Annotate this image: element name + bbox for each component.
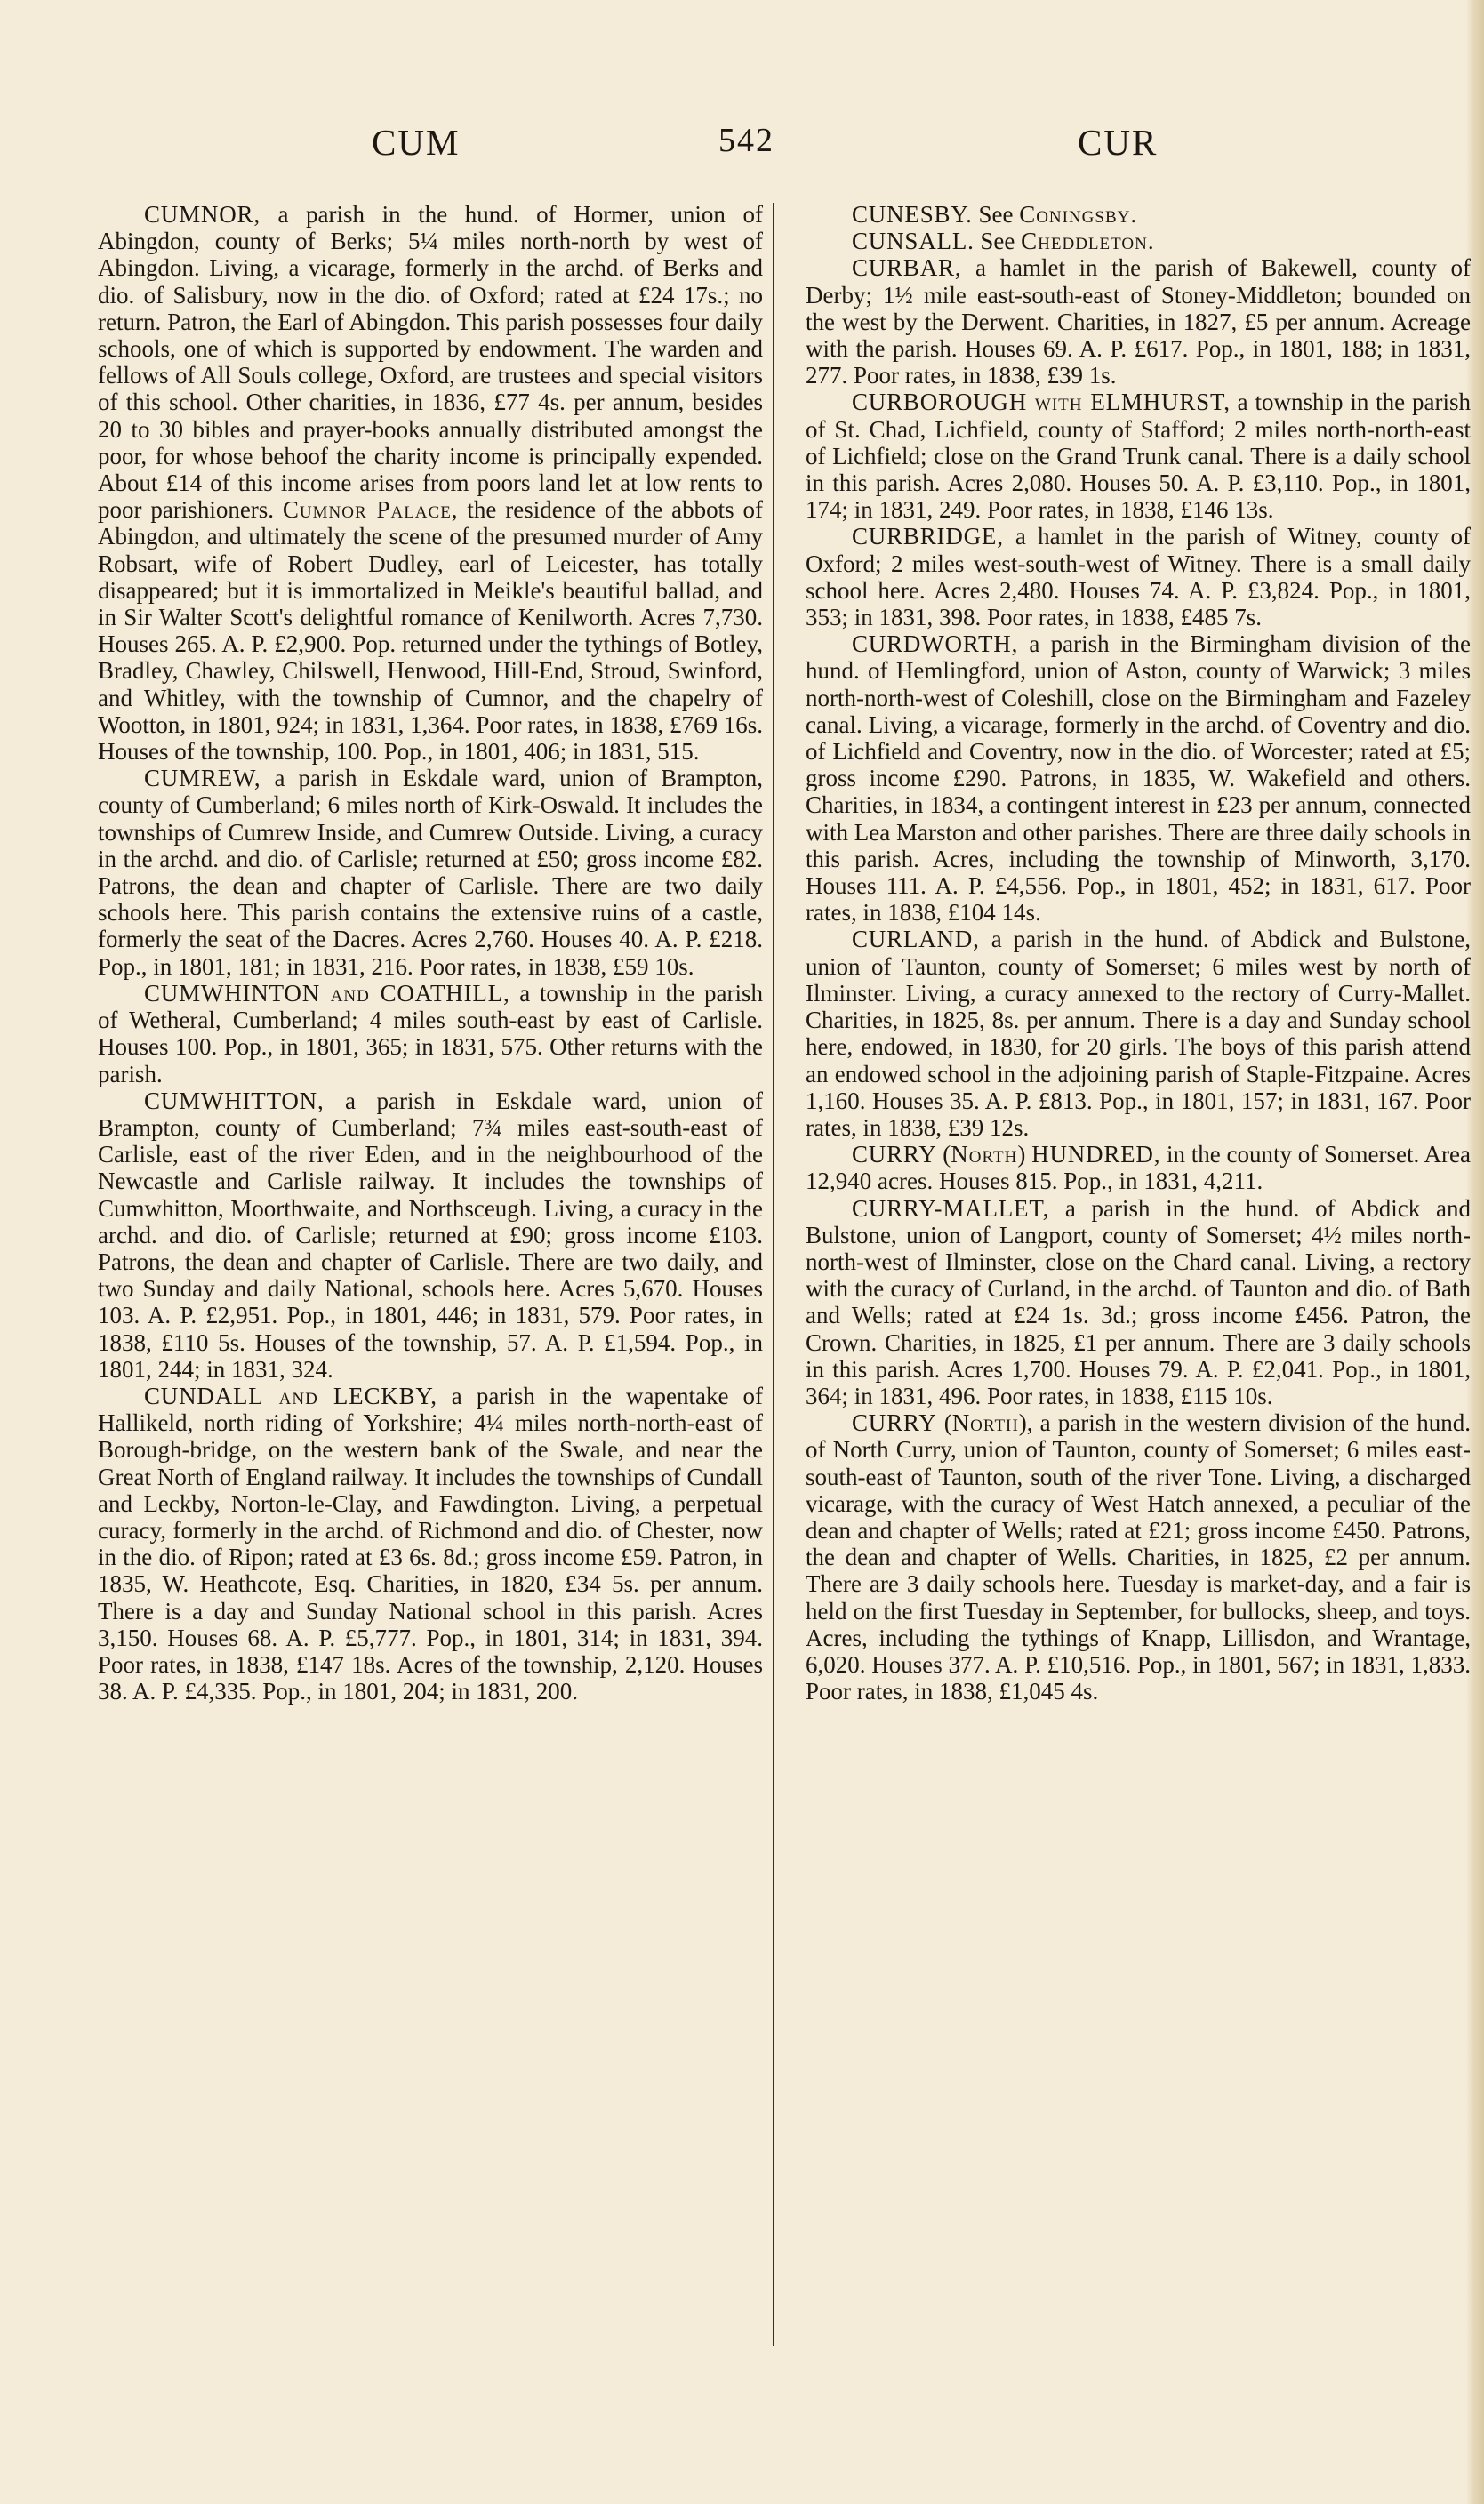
entry-headword: CURBAR, — [852, 254, 962, 282]
column-rule — [773, 203, 774, 2346]
entry-text: See — [974, 228, 1022, 255]
gazetteer-entry — [98, 201, 763, 765]
right-column — [806, 201, 1471, 1705]
entry-text: a hamlet in the parish of Witney, county of Oxford; 2 miles west-south-west of Witney. There is a small daily school here. Acres 2,480. Houses 74. A. P. £3,824. Pop., in 1801, 353; in 1831, 398. Poor rates, in 1838, £485 7s. — [806, 523, 1471, 631]
entry-text: ) — [1017, 1141, 1032, 1168]
entry-text: ( — [936, 1409, 952, 1437]
entry-headword: CUNDALL — [144, 1382, 264, 1409]
header-left: CUM — [372, 122, 461, 163]
entry-headword: CUMNOR, — [144, 201, 261, 228]
entry-headword: COATHILL, — [380, 979, 510, 1007]
entry-text: ( — [936, 1141, 951, 1168]
entry-headword: CUMREW, — [144, 765, 261, 792]
entry-headword: CUMWHINTON — [144, 979, 320, 1007]
entry-headword: CURBRIDGE, — [852, 523, 1004, 550]
entry-headword: LECKBY, — [333, 1382, 437, 1409]
entry-text: a township in the parish of St. Chad, Lichfield, county of Stafford; 2 miles north-north-east of Lichfield; close on the Grand Trunk canal. There is a daily school in this parish. Acres 2,080. Houses 50. A. P. £3,110. Pop., in 1801, 174; in 1831, 249. Poor rates, in 1838, £146 13s. — [806, 389, 1472, 524]
left-column — [98, 201, 763, 1705]
entry-text: in the county of Somerset. Area 12,940 acres. Houses 815. Pop., in 1831, 4,211. — [806, 1141, 1471, 1195]
gazetteer-entry — [98, 1087, 763, 1383]
entry-headword: HUNDRED, — [1031, 1141, 1161, 1168]
running-header — [0, 121, 1484, 174]
gazetteer-entry — [806, 1141, 1471, 1194]
small-caps-text: North — [951, 1409, 1019, 1437]
header-right: CUR — [1078, 122, 1159, 163]
small-caps-text: Cheddleton. — [1021, 228, 1155, 255]
entry-text: the residence of the abbots of Abingdon, and ultimately the scene of the presumed murder of Amy Robsart, wife of Robert Dudley, earl of Leicester, has totally disappeared; but it is immortalized in Meikle's beautiful ballad, and in Sir Walter Scott's delightful romance of Kenilworth. Acres 7,730. Houses 265. A. P. £2,900. Pop. returned under the tythings of Botley, Bradley, Chawley, Chilswell, Henwood, Hill-End, Stroud, Swinford, and Whitley, with the township of Cumnor, and the chapelry of Wootton, in 1801, 924; in 1831, 1,364. Poor rates, in 1838, £769 16s. Houses of the township, 100. Pop., in 1801, 406; in 1831, 515. — [98, 496, 763, 766]
entry-text: a parish in Eskdale ward, union of Brampton, county of Cumberland; 7¾ miles east-south-east of Carlisle, east of the river Eden, and in the neighbourhood of the Newcastle and Carlisle railway. It includes the townships of Cumwhitton, Moorthwaite, and Northsceugh. Living, a curacy in the archd. and dio. of Carlisle; returned at £90; gross income £103. Patrons, the dean and chapter of Carlisle. There are two daily, and two Sunday and daily National, schools here. Acres 5,670. Houses 103. A. P. £2,951. Pop., in 1801, 446; in 1831, 579. Poor rates, in 1838, £110 5s. Houses of the township, 57. A. P. £1,594. Pop., in 1801, 244; in 1831, 324. — [98, 1087, 763, 1383]
entry-headword: CUNSALL. — [852, 228, 975, 255]
small-caps-text: Cumnor Palace, — [282, 496, 459, 524]
gazetteer-entry — [806, 1195, 1471, 1410]
entry-headword: CURRY-MALLET, — [852, 1194, 1050, 1222]
entry-text: a parish in the Birmingham division of the hund. of Hemlingford, union of Aston, county of Warwick; 3 miles north-north-west of Coleshill, close on the Birmingham and Fazeley canal. Living, a vicarage, formerly in the archd. of Coventry and dio. of Lichfield and Coventry, now in the dio. of Worcester; rated at £5; gross income £290. Patrons, in 1835, W. Wakefield and others. Charities, in 1834, a contingent interest in £23 per annum, connected with Lea Marston and other parishes. There are three daily schools in this parish. Acres, including the township of Minworth, 3,170. Houses 111. A. P. £4,556. Pop., in 1801, 452; in 1831, 617. Poor rates, in 1838, £104 14s. — [806, 630, 1471, 927]
gazetteer-entry — [806, 201, 1471, 228]
entry-text: a township in the parish of Wetheral, Cumberland; 4 miles south-east by east of Carlisle. Houses 100. Pop., in 1801, 365; in 1831, 575. Other returns with the parish. — [98, 979, 763, 1087]
page-number: 542 — [718, 122, 774, 159]
small-caps-text: North — [951, 1141, 1018, 1168]
entry-text: a parish in the hund. of Abdick and Bulstone, union of Taunton, county of Somerset; 6 miles west by north of Ilminster. Living, a curacy annexed to the rectory of Curry-Mallet. Charities, in 1825, 8s. per annum. There is a day and Sunday school here, endowed, in 1830, for 20 girls. The boys of this parish attend an endowed school in the adjoining parish of Staple-Fitzpaine. Acres 1,160. Houses 35. A. P. £813. Pop., in 1801, 157; in 1831, 167. Poor rates, in 1838, £39 12s. — [806, 926, 1471, 1141]
gazetteer-entry — [806, 523, 1471, 630]
gazetteer-entry — [806, 389, 1471, 523]
gazetteer-entry — [98, 1383, 763, 1705]
small-caps-text: Coningsby. — [1019, 201, 1138, 228]
entry-text: a parish in the hund. of Abdick and Bulstone, union of Langport, county of Somerset; 4½ miles north-north-west of Ilminster, close on the Chard canal. Living, a rectory with the curacy of Curland, in the archd. of Taunton and dio. of Bath and Wells; rated at £24 1s. 3d.; gross income £456. Patron, the Crown. Charities, in 1825, £1 per annum. There are 3 daily schools in this parish. Acres 1,700. Houses 79. A. P. £2,041. Pop., in 1801, 364; in 1831, 496. Poor rates, in 1838, £115 10s. — [806, 1194, 1471, 1409]
entry-text: a parish in the hund. of Hormer, union of Abingdon, county of Berks; 5¼ miles north-north by west of Abingdon. Living, a vicarage, formerly in the archd. of Berks and dio. of Salisbury, now in the dio. of Oxford; rated at £24 17s.; no return. Patron, the Earl of Abingdon. This parish possesses four daily schools, one of which is supported by endowment. The warden and fellows of All Souls college, Oxford, are trustees and special visitors of this school. Other charities, in 1836, £77 4s. per annum, besides 20 to 30 bibles and prayer-books annually distributed amongst the poor, for whose behoof the charity income is principally expended. About £14 of this income arises from poors land let at low rents to poor parishioners. — [98, 201, 763, 524]
entry-text: a parish in the wapentake of Hallikeld, north riding of Yorkshire; 4¼ miles north-north-east of Borough-bridge, on the western bank of the Swale, and near the Great North of England railway. It includes the townships of Cundall and Leckby, Norton-le-Clay, and Fawdington. Living, a perpetual curacy, formerly in the archd. of Richmond and dio. of Chester, now in the dio. of Ripon; rated at £3 6s. 8d.; gross income £59. Patron, in 1835, W. Heathcote, Esq. Charities, in 1820, £34 5s. per annum. There is a day and Sunday National school in this parish. Acres 3,150. Houses 68. A. P. £5,777. Pop., in 1801, 314; in 1831, 394. Poor rates, in 1838, £147 18s. Acres of the township, 2,120. Houses 38. A. P. £4,335. Pop., in 1801, 204; in 1831, 200. — [98, 1382, 763, 1705]
entry-headword: CURDWORTH, — [852, 630, 1019, 658]
gazetteer-entry — [98, 980, 763, 1087]
gazetteer-entry — [98, 765, 763, 980]
entry-headword: CURBOROUGH — [852, 389, 1028, 416]
small-caps-text: and — [263, 1382, 333, 1409]
gazetteer-entry — [806, 630, 1471, 926]
entry-text: ), a parish in the western division of the hund. of North Curry, union of Taunton, county of Somerset; 6 miles east-south-east of Taunton, south of the river Tone. Living, a discharged vicarage, with the curacy of West Hatch annexed, a peculiar of the dean and chapter of Wells; rated at £21; gross income £450. Patrons, the dean and chapter of Wells. Charities, in 1825, £2 per annum. There are 3 daily schools here. Tuesday is market-day, and a fair is held on the first Tuesday in September, for bullocks, sheep, and toys. Acres, including the tythings of Knapp, Lillisdon, and Wrantage, 6,020. Houses 377. A. P. £10,516. Pop., in 1801, 567; in 1831, 1,833. Poor rates, in 1838, £1,045 4s. — [806, 1409, 1471, 1705]
small-caps-text: with — [1027, 389, 1091, 416]
gazetteer-entry — [806, 254, 1471, 389]
entry-text: a parish in Eskdale ward, union of Brampton, county of Cumberland; 6 miles north of Kirk-Oswald. It includes the townships of Cumrew Inside, and Cumrew Outside. Living, a curacy in the archd. and dio. of Carlisle; returned at £50; gross income £82. Patrons, the dean and chapter of Carlisle. There are two daily schools here. This parish contains the extensive ruins of a castle, formerly the seat of the Dacres. Acres 2,760. Houses 40. A. P. £218. Pop., in 1801, 181; in 1831, 216. Poor rates, in 1838, £59 10s. — [98, 765, 763, 980]
small-caps-text: and — [320, 979, 381, 1007]
entry-headword: CUMWHITTON, — [144, 1087, 325, 1114]
entry-headword: CUNESBY. — [852, 201, 973, 228]
entry-text: a hamlet in the parish of Bakewell, county of Derby; 1½ mile east-south-east of Stoney-Middleton; bounded on the west by the Derwent. Charities, in 1827, £5 per annum. Acreage with the parish. Houses 69. A. P. £617. Pop., in 1801, 188; in 1831, 277. Poor rates, in 1838, £39 1s. — [806, 254, 1471, 389]
gazetteer-entry — [806, 1409, 1471, 1705]
entry-headword: CURRY — [852, 1141, 937, 1168]
entry-headword: CURLAND, — [852, 926, 980, 953]
entry-headword: ELMHURST, — [1090, 389, 1231, 416]
entry-headword: CURRY — [852, 1409, 937, 1437]
gazetteer-entry — [806, 228, 1471, 254]
entry-text: See — [972, 201, 1020, 228]
gazetteer-entry — [806, 926, 1471, 1141]
